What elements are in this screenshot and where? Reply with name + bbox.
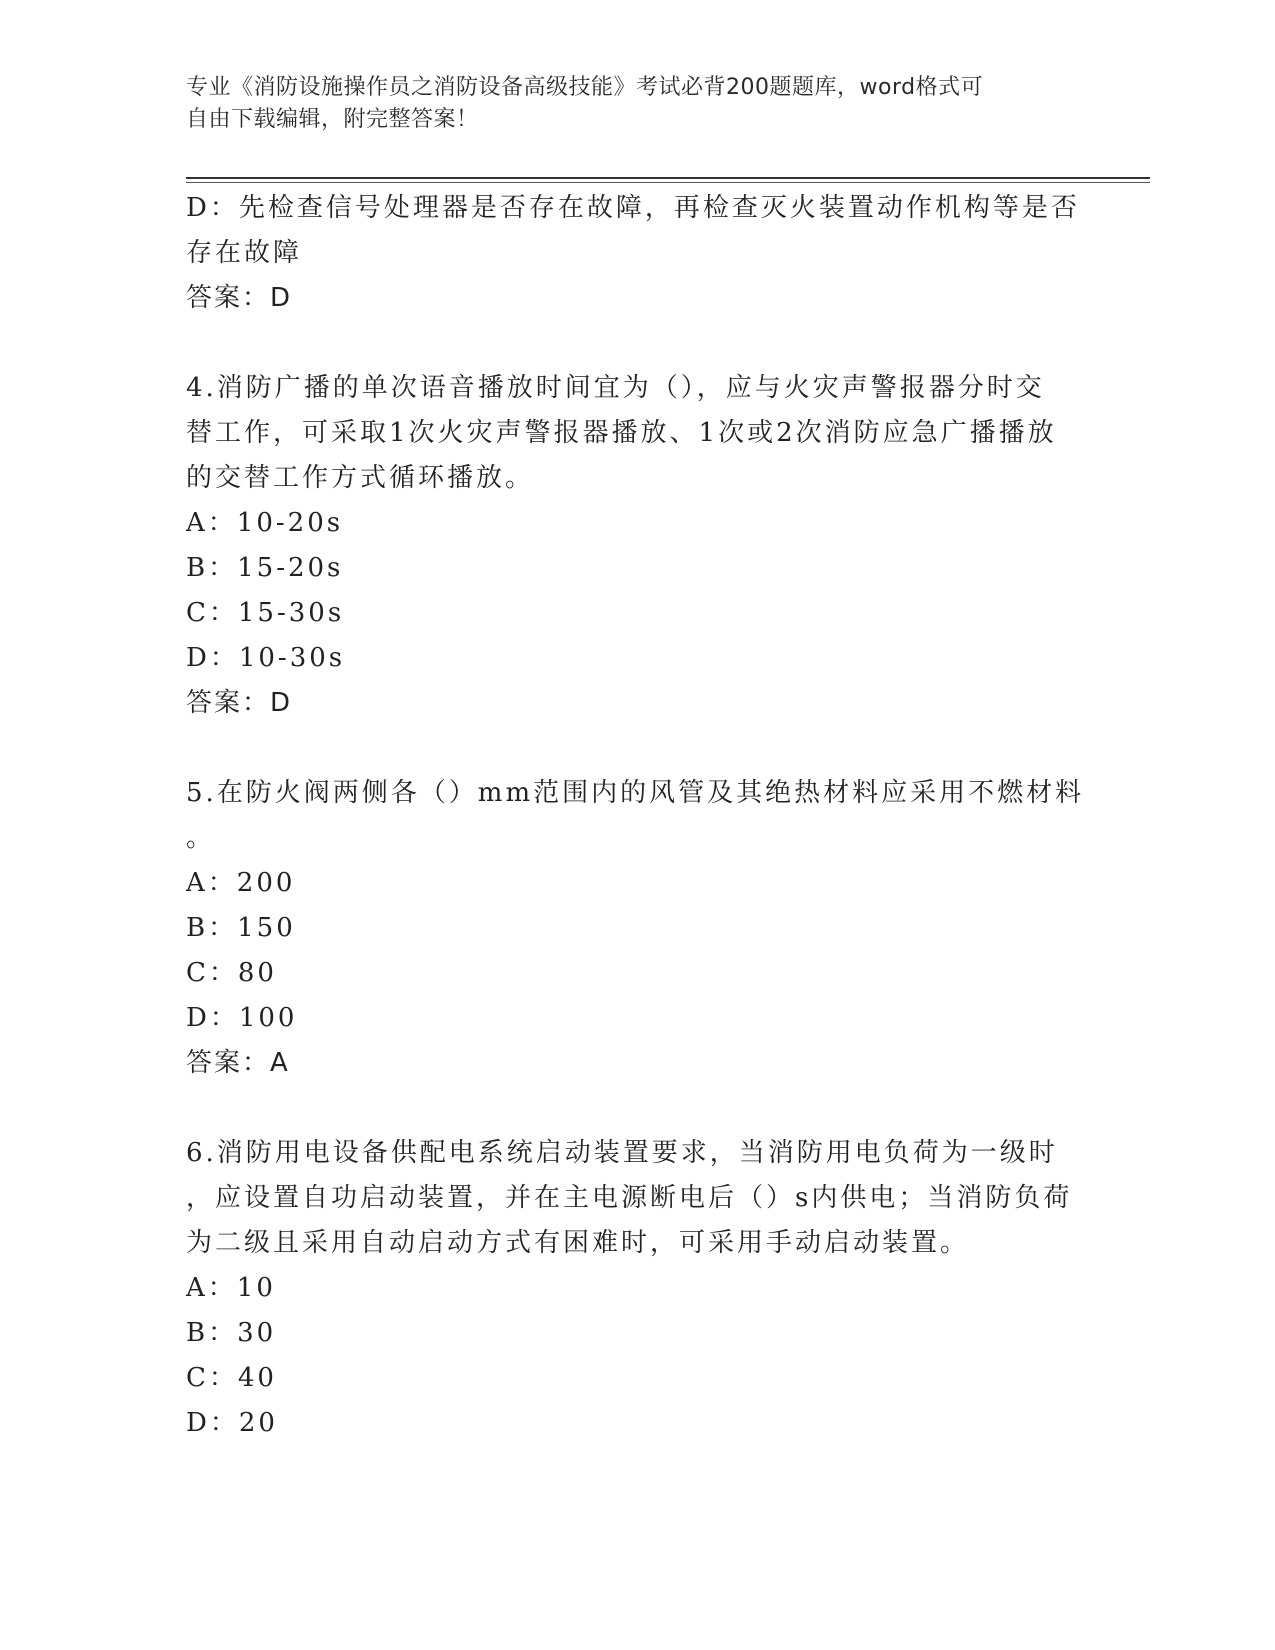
question-text: 替工作，可采取1次火灾声警报器播放、1次或2次消防应急广播播放 bbox=[186, 418, 1057, 448]
option-a: A：10-20s bbox=[186, 508, 344, 538]
option-d-text-cont: 存在故障 bbox=[186, 238, 303, 268]
option-b: B：150 bbox=[186, 913, 296, 943]
question-text: 6.消防用电设备供配电系统启动装置要求，当消防用电负荷为一级时 bbox=[186, 1138, 1058, 1168]
option-a: A：10 bbox=[186, 1273, 276, 1303]
option-c: C：40 bbox=[186, 1363, 277, 1393]
continuation-block bbox=[186, 186, 1086, 321]
question-4 bbox=[186, 366, 1086, 726]
question-text: 。 bbox=[186, 823, 216, 853]
question-text: 4.消防广播的单次语音播放时间宜为（），应与火灾声警报器分时交 bbox=[186, 373, 1045, 403]
answer-label: 答案：D bbox=[186, 688, 293, 718]
header-divider bbox=[186, 177, 1150, 179]
option-b: B：15-20s bbox=[186, 553, 344, 583]
option-a: A：200 bbox=[186, 868, 296, 898]
header-line-2: 自由下载编辑，附完整答案！ bbox=[186, 107, 479, 132]
option-d: D：10-30s bbox=[186, 643, 346, 673]
question-5 bbox=[186, 771, 1086, 1086]
header-line-1: 专业《消防设施操作员之消防设备高级技能》考试必背200题题库，word格式可 bbox=[186, 75, 984, 100]
option-d-text: D：先检查信号处理器是否存在故障，再检查灭火装置动作机构等是否 bbox=[186, 193, 1080, 223]
question-6 bbox=[186, 1131, 1086, 1446]
question-text: 的交替工作方式循环播放。 bbox=[186, 463, 535, 493]
answer-label: 答案：A bbox=[186, 1048, 290, 1078]
answer-label: 答案：D bbox=[186, 283, 293, 313]
option-b: B：30 bbox=[186, 1318, 277, 1348]
header-divider-thin bbox=[186, 182, 1150, 183]
option-d: D：20 bbox=[186, 1408, 278, 1438]
question-text: 为二级且采用自动启动方式有困难时，可采用手动启动装置。 bbox=[186, 1228, 970, 1258]
option-d: D：100 bbox=[186, 1003, 298, 1033]
question-text: ，应设置自功启动装置，并在主电源断电后（）s内供电；当消防负荷 bbox=[186, 1183, 1073, 1213]
option-c: C：15-30s bbox=[186, 598, 345, 628]
question-content bbox=[186, 186, 1086, 1446]
question-text: 5.在防火阀两侧各（）mm范围内的风管及其绝热材料应采用不燃材料 bbox=[186, 778, 1085, 808]
option-c: C：80 bbox=[186, 958, 277, 988]
page-header bbox=[186, 72, 1066, 136]
